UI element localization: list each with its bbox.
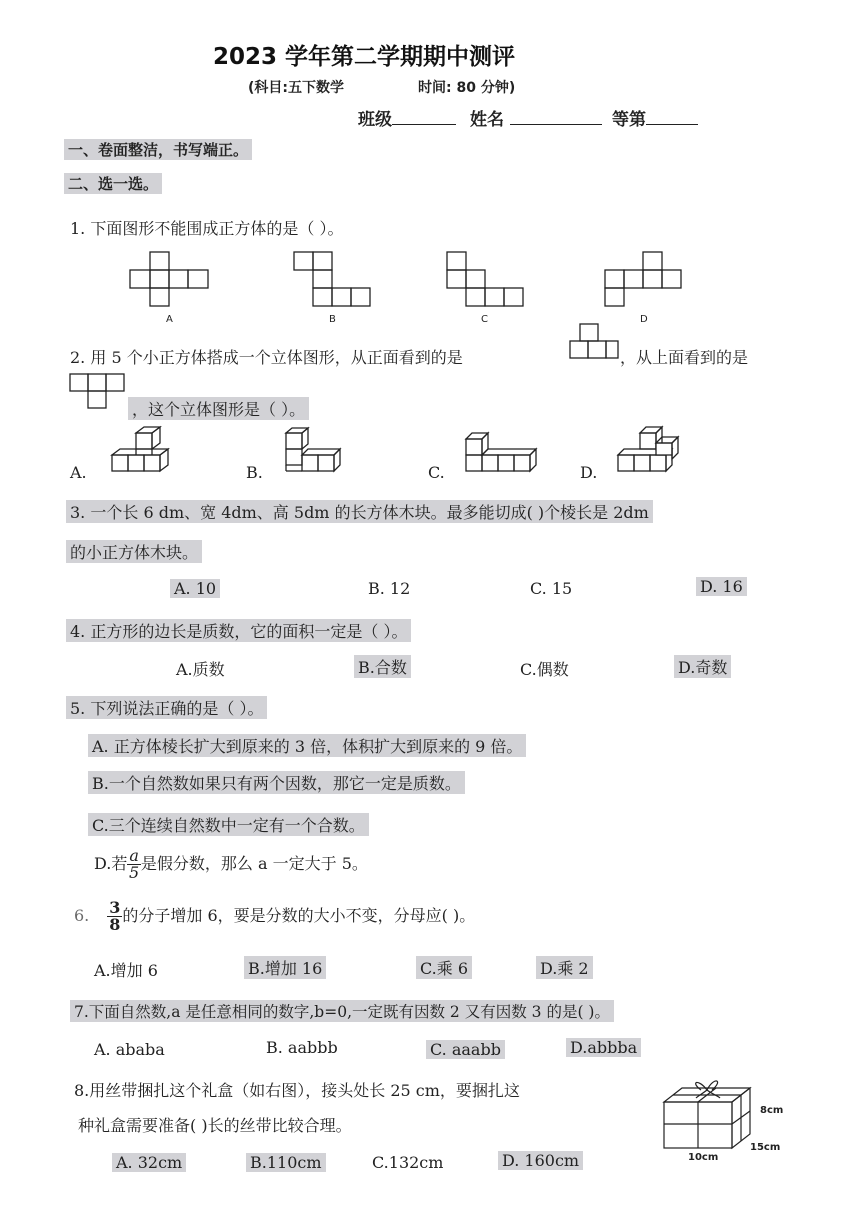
net-a-label: A (166, 314, 173, 325)
fraction-denominator: 5 (129, 863, 140, 882)
question-2-part2: ，从上面看到的是 (620, 348, 749, 367)
question-8-line2: 种礼盒需要准备( )长的丝带比较合理。 (78, 1116, 352, 1135)
question-2-part3: ，这个立体图形是（ ）。 (128, 397, 309, 420)
q3-option-c[interactable]: C. 15 (530, 579, 573, 598)
q3-option-d[interactable]: D. 16 (696, 577, 747, 596)
section-1: 一、卷面整洁，书写端正。 (64, 139, 252, 160)
name-label: 姓名 (470, 110, 504, 130)
q5-d-suffix: 是假分数，那么 a 一定大于 5。 (140, 854, 368, 873)
question-1: 1. 下面图形不能围成正方体的是（ ）。 (70, 219, 344, 238)
q3-option-a[interactable]: A. 10 (170, 579, 220, 598)
net-d-label: D (640, 314, 648, 325)
question-6 (74, 900, 475, 933)
box-length-label: 10cm (688, 1152, 719, 1163)
q8-option-d[interactable]: D. 160cm (498, 1151, 583, 1170)
page-title: 2023 学年第二学期期中测评 (213, 44, 516, 70)
gift-box-icon (660, 1076, 760, 1156)
q6-option-c[interactable]: C.乘 6 (416, 956, 472, 979)
top-view-icon (70, 372, 130, 412)
net-d (605, 252, 685, 307)
q6-number: 6. (74, 906, 90, 925)
q4-option-c[interactable]: C.偶数 (520, 660, 569, 679)
class-field (358, 105, 456, 130)
grade-field (612, 105, 698, 130)
net-c (447, 252, 527, 307)
question-5: 5. 下列说法正确的是（ ）。 (66, 696, 267, 719)
q4-option-a[interactable]: A.质数 (176, 660, 225, 679)
q3-option-b[interactable]: B. 12 (368, 579, 411, 598)
net-b (294, 252, 374, 307)
solid-c (458, 425, 538, 480)
box-height-label: 8cm (760, 1105, 784, 1116)
net-c-label: C (481, 314, 488, 325)
name-field (470, 105, 602, 130)
question-2-part1: 2. 用 5 个小正方体搭成一个立体图形，从正面看到的是 (70, 348, 463, 367)
box-width-label: 15cm (750, 1142, 781, 1153)
question-7: 7.下面自然数,a 是任意相同的数字,b=0,一定既有因数 2 又有因数 3 的是( )。 (70, 1000, 614, 1022)
q7-option-b[interactable]: B. aabbb (266, 1038, 338, 1057)
q5-option-b[interactable]: B.一个自然数如果只有两个因数，那它一定是质数。 (88, 771, 465, 794)
net-b-label: B (329, 314, 336, 325)
q4-option-d[interactable]: D.奇数 (674, 655, 731, 678)
q2-option-c[interactable]: C. (428, 463, 445, 482)
fraction-denominator: 8 (109, 915, 121, 934)
solid-b (280, 425, 360, 480)
fraction-a-over-5 (127, 848, 141, 881)
q8-option-b[interactable]: B.110cm (246, 1153, 326, 1172)
q5-option-d[interactable] (94, 848, 368, 881)
net-a (130, 252, 210, 307)
q7-option-a[interactable]: A. ababa (94, 1040, 165, 1059)
q8-option-c[interactable]: C.132cm (372, 1153, 444, 1172)
question-3-line1: 3. 一个长 6 dm、宽 4dm、高 5dm 的长方体木块。最多能切成( )个棱长是 2dm (66, 500, 653, 523)
q7-option-d[interactable]: D.abbba (566, 1038, 641, 1057)
question-3-line2: 的小正方体木块。 (66, 540, 202, 563)
q5-option-a[interactable]: A. 正方体棱长扩大到原来的 3 倍，体积扩大到原来的 9 倍。 (88, 734, 526, 757)
question-8-line1: 8.用丝带捆扎这个礼盒（如右图），接头处长 25 cm，要捆扎这 (74, 1081, 520, 1100)
fraction-numerator: 3 (109, 898, 121, 917)
q6-option-a[interactable]: A.增加 6 (94, 961, 158, 980)
q2-option-b[interactable]: B. (246, 463, 263, 482)
q7-option-c[interactable]: C. aaabb (426, 1040, 505, 1059)
solid-d (614, 425, 694, 480)
q8-option-a[interactable]: A. 32cm (112, 1153, 186, 1172)
section-2: 二、选一选。 (64, 173, 162, 194)
class-blank[interactable] (392, 106, 456, 125)
q5-option-c[interactable]: C.三个连续自然数中一定有一个合数。 (88, 813, 369, 836)
q2-option-d[interactable]: D. (580, 463, 598, 482)
q2-option-a[interactable]: A. (70, 463, 87, 482)
time-label: 时间: 80 分钟) (418, 80, 516, 96)
front-view-icon (570, 322, 620, 362)
q6-text: 的分子增加 6，要是分数的大小不变，分母应( )。 (122, 906, 476, 925)
q4-option-b[interactable]: B.合数 (354, 655, 411, 678)
fraction-3-over-8 (107, 900, 122, 933)
q5-d-prefix: D.若 (94, 854, 128, 873)
solid-a (104, 425, 184, 480)
name-blank[interactable] (510, 106, 602, 125)
grade-blank[interactable] (646, 106, 698, 125)
question-4: 4. 正方形的边长是质数，它的面积一定是（ ）。 (66, 619, 411, 642)
q6-option-d[interactable]: D.乘 2 (536, 956, 593, 979)
q6-option-b[interactable]: B.增加 16 (244, 956, 326, 979)
class-label: 班级 (358, 110, 392, 130)
subject-label: (科目:五下数学 (248, 80, 344, 96)
fraction-numerator: a (129, 846, 139, 865)
grade-label: 等第 (612, 110, 646, 130)
